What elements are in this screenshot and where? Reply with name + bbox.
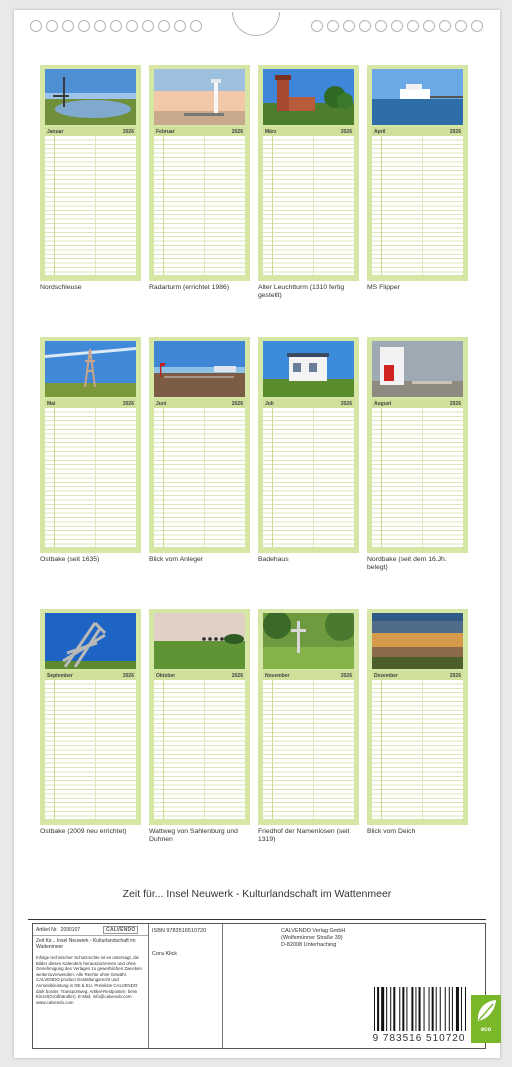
month-header [45, 399, 136, 408]
month-photo [154, 69, 245, 125]
month-photo [263, 613, 354, 669]
binding-hole [439, 20, 451, 32]
month-card [40, 337, 141, 577]
barcode-bars [370, 987, 468, 1033]
binding-hole [142, 20, 154, 32]
month-photo [372, 69, 463, 125]
binding-hole [158, 20, 170, 32]
binding-hole [343, 20, 355, 32]
publisher-line: D-82008 Unterhaching [281, 942, 337, 948]
photo-caption: Friedhof der Namenlosen (seit 1319) [258, 828, 350, 843]
legal-notice: Infolge technischer Schutzrechte ist es untersagt, die Bilder dieses Kalenders herauszutrennen und ohne Genehmigung des Verlages zu gewerblichen Zwecken weiterzuverwenden. Alle Rechte ohne Gewähr. CALVENDO product Gestaltungsrecht und Anmeldeleistung in DE & EU. Preisliste CALVENDO: dark border. Transportweg: Artikel-Restposten: beim Einzel(Großhändler). E-Mail: info@calvendo.com · www.calvendo.com [36, 955, 142, 1005]
month-card [149, 65, 250, 305]
binding-hole [423, 20, 435, 32]
binding-hole [94, 20, 106, 32]
month-header [154, 127, 245, 136]
month-photo [263, 69, 354, 125]
month-card [367, 609, 468, 849]
month-frame [149, 609, 250, 825]
month-name: März [265, 128, 277, 135]
month-frame [258, 337, 359, 553]
month-year: 2026 [231, 400, 243, 407]
barcode [370, 987, 468, 1045]
photo-caption: Ostbake (2009 neu errichtet) [40, 828, 127, 835]
imprint-column-right [223, 924, 492, 1048]
month-row-2 [40, 337, 472, 577]
month-year: 2026 [231, 672, 243, 679]
month-name: November [265, 672, 290, 679]
month-frame [367, 609, 468, 825]
month-year: 2026 [340, 672, 352, 679]
month-header [372, 399, 463, 408]
binding-hole [375, 20, 387, 32]
month-frame [149, 337, 250, 553]
calvendo-logo: CALVENDO [103, 926, 138, 934]
footer-divider [28, 919, 486, 920]
month-header [263, 671, 354, 680]
article-row [33, 924, 148, 936]
month-header [45, 127, 136, 136]
month-year: 2026 [122, 672, 134, 679]
publisher-line: (Wolfsmünner Straße 39) [281, 935, 343, 941]
month-card [258, 337, 359, 577]
month-header [45, 671, 136, 680]
photo-caption: Ostbake (seit 1635) [40, 556, 100, 563]
photo-caption: MS Flipper [367, 284, 400, 291]
photo-caption: Alter Leuchtturm (1310 fertig gestellt) [258, 284, 345, 299]
month-year: 2026 [449, 400, 461, 407]
month-name: April [374, 128, 386, 135]
leaf-icon [471, 995, 501, 1027]
binding-holes-right [311, 20, 483, 34]
month-name: Januar [47, 128, 64, 135]
month-photo [154, 613, 245, 669]
month-card [40, 609, 141, 849]
photo-caption: Blick vom Anleger [149, 556, 204, 563]
month-year: 2026 [449, 128, 461, 135]
month-row-1 [40, 65, 472, 305]
binding-hole [126, 20, 138, 32]
binding-hole [471, 20, 483, 32]
month-photo [372, 613, 463, 669]
author-name: Cora Klick [152, 951, 178, 957]
binding-hole [110, 20, 122, 32]
article-label: Artikel Nr. [36, 926, 58, 933]
month-day-grid [263, 680, 354, 819]
month-header [263, 399, 354, 408]
month-name: Februar [156, 128, 175, 135]
month-name: Oktober [156, 672, 176, 679]
month-day-grid [45, 136, 136, 275]
barcode-number: 9 783516 510720 [372, 1033, 466, 1044]
publisher-address [281, 928, 345, 949]
month-day-grid [263, 136, 354, 275]
binding-hole [455, 20, 467, 32]
publisher-line: CALVENDO Verlag GmbH [281, 928, 346, 934]
binding-hole [30, 20, 42, 32]
article-number: 2090107 [60, 926, 81, 933]
month-name: Juli [265, 400, 274, 407]
month-header [263, 127, 354, 136]
binding-hole [327, 20, 339, 32]
month-header [154, 671, 245, 680]
month-year: 2026 [340, 400, 352, 407]
month-day-grid [154, 680, 245, 819]
month-name: August [374, 400, 392, 407]
calendar-title: Zeit für... Insel Neuwerk - Kulturlandschaft im Wattenmeer [122, 888, 392, 900]
month-day-grid [372, 408, 463, 547]
month-photo [45, 341, 136, 397]
binding-hole [391, 20, 403, 32]
month-header [372, 127, 463, 136]
eco-badge [471, 995, 501, 1043]
month-day-grid [154, 136, 245, 275]
binding-hole [190, 20, 202, 32]
month-photo [154, 341, 245, 397]
imprint-column-left [33, 924, 149, 1048]
month-card [258, 65, 359, 305]
month-day-grid [372, 136, 463, 275]
month-year: 2026 [340, 128, 352, 135]
binding-hole [46, 20, 58, 32]
month-name: Mai [47, 400, 56, 407]
month-frame [40, 65, 141, 281]
month-card [258, 609, 359, 849]
month-card [149, 609, 250, 849]
month-card [367, 337, 468, 577]
month-frame [40, 337, 141, 553]
month-year: 2026 [122, 128, 134, 135]
month-name: Dezember [374, 672, 398, 679]
month-photo [263, 341, 354, 397]
month-day-grid [154, 408, 245, 547]
month-name: September [47, 672, 73, 679]
month-frame [367, 337, 468, 553]
photo-caption: Nordschleuse [40, 284, 82, 291]
month-photo [45, 69, 136, 125]
month-frame [40, 609, 141, 825]
month-name: Juni [156, 400, 167, 407]
binding-hole [359, 20, 371, 32]
month-card [367, 65, 468, 305]
month-row-3 [40, 609, 472, 849]
month-frame [258, 65, 359, 281]
photo-caption: Badehaus [258, 556, 289, 563]
month-card [40, 65, 141, 305]
month-frame [149, 65, 250, 281]
month-frame [367, 65, 468, 281]
hanger-cutout [232, 12, 280, 36]
binding-hole [62, 20, 74, 32]
calendar-sheet [14, 10, 500, 1058]
photo-caption: Wattweg von Sahlenburg und Duhnen [149, 828, 238, 843]
binding-hole [78, 20, 90, 32]
binding-holes-left [30, 20, 202, 34]
month-day-grid [45, 680, 136, 819]
isbn-text: ISBN 9783516510720 [152, 928, 207, 934]
eco-label: eco [480, 1027, 492, 1033]
binding-hole [311, 20, 323, 32]
month-year: 2026 [122, 400, 134, 407]
imprint-column-middle [149, 924, 223, 1048]
month-day-grid [372, 680, 463, 819]
photo-caption: Nordbake (seit dem 16.Jh. belegt) [367, 556, 447, 571]
month-day-grid [45, 408, 136, 547]
photo-caption: Blick vom Deich [367, 828, 416, 835]
month-photo [45, 613, 136, 669]
month-day-grid [263, 408, 354, 547]
month-year: 2026 [231, 128, 243, 135]
short-title: Zeit für... Insel Neuwerk - Kulturlandschaft im Wattenmeer [36, 938, 136, 950]
imprint-panel [32, 923, 492, 1049]
month-header [372, 671, 463, 680]
month-year: 2026 [449, 672, 461, 679]
month-header [154, 399, 245, 408]
binding-hole [407, 20, 419, 32]
month-photo [372, 341, 463, 397]
binding-hole [174, 20, 186, 32]
photo-caption: Radarturm (errichtet 1986) [149, 284, 230, 291]
month-frame [258, 609, 359, 825]
month-card [149, 337, 250, 577]
